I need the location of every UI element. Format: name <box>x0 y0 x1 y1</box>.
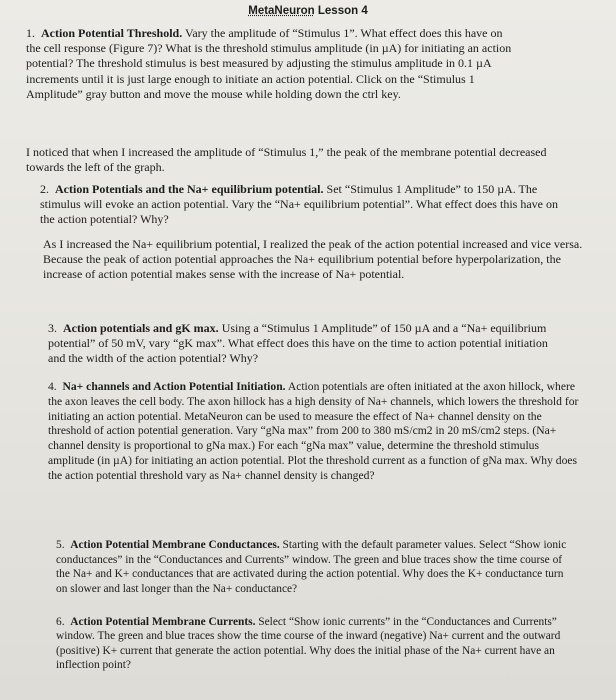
question-number: 5. <box>56 539 65 551</box>
question-heading: Action Potentials and the Na+ equilibrium potential. <box>55 182 324 196</box>
question-number: 4. <box>48 380 57 393</box>
question-1 <box>26 26 512 102</box>
question-body: Using a “Stimulus 1 Amplitude” of 150 µA and a “Na+ equilibrium potential” of 50 mV, vary “gK max”. What effect does this have on the time to action potential initiation and the width of the action potential? Why? <box>48 321 548 366</box>
question-number: 1. <box>26 26 35 40</box>
question-body: Action potentials are often initiated at the axon hillock, where the axon leaves the cell body. The axon hillock has a high density of Na+ channels, which lowers the threshold for initiating an action potential. MetaNeuron can be used to measure the effect of Na+ channel density on the threshold of action potential generation. Vary “gNa max” from 200 to 380 mS/cm2 in 20 mS/cm2 steps. (Na+ channel density is proportional to gNa max.) For each “gNa max” value, determine the threshold stimulus amplitude (in µA) for initiating an action potential. Plot the threshold current as a function of gNa max. Why does the action potential threshold vary as Na+ channel density is changed? <box>48 380 579 482</box>
answer-1 <box>26 145 574 175</box>
question-body: Starting with the default parameter values. Select “Show ionic conductances” in the “Conductances and Currents” window. The green and blue traces show the time course of the Na+ and K+ conductances that are activated during the action potential. Why does the K+ conductance turn on slower and last longer than the Na+ conductance? <box>56 539 567 595</box>
question-heading: Action potentials and gK max. <box>63 321 219 335</box>
title-lesson: Lesson 4 <box>314 5 368 17</box>
question-body: Select “Show ionic currents” in the “Conductances and Currents” window. The green and blue traces show the time course of the inward (negative) Na+ current and the outward (positive) K+ current that generate the action potential. Why does the initial phase of the Na+ current have an inflection point? <box>56 616 561 672</box>
answer-2 <box>43 237 583 283</box>
question-heading: Action Potential Membrane Currents. <box>70 616 256 628</box>
question-heading: Action Potential Membrane Conductances. <box>70 539 280 551</box>
question-heading: Action Potential Threshold. <box>41 26 183 40</box>
question-body: Set “Stimulus 1 Amplitude” to 150 µA. The stimulus will evoke an action potential. Vary the “Na+ equilibrium potential”. What effect does this have on the action potential? Why? <box>40 182 558 227</box>
question-6 <box>56 615 576 673</box>
question-number: 6. <box>56 616 65 628</box>
question-4 <box>48 380 582 484</box>
question-heading: Na+ channels and Action Potential Initiation. <box>62 380 286 393</box>
question-3 <box>48 321 564 367</box>
answer-text: As I increased the Na+ equilibrium potential, I realized the peak of the action potential increased and vice versa. Because the peak of action potential approaches the Na+ equilibrium potential before hyperpolarization, the increase of action potential makes sense with the increase of Na+ potential. <box>43 237 583 282</box>
question-2 <box>40 182 560 228</box>
page-title <box>0 5 616 17</box>
title-app-name: MetaNeuron <box>248 5 315 17</box>
question-number: 3. <box>48 321 57 335</box>
question-body: Vary the amplitude of “Stimulus 1”. What effect does this have on the cell response (Figure 7)? What is the threshold stimulus amplitude (in µA) for initiating an action potential? The threshold stimulus is best measured by adjusting the stimulus amplitude in 0.1 µA increments until it is just large enough to initiate an action potential. Click on the “Stimulus 1 Amplitude” gray button and move the mouse while holding down the ctrl key. <box>26 26 512 101</box>
answer-text: I noticed that when I increased the amplitude of “Stimulus 1,” the peak of the membrane potential decreased towards the left of the graph. <box>26 145 547 175</box>
question-5 <box>56 538 577 596</box>
question-number: 2. <box>40 182 49 196</box>
